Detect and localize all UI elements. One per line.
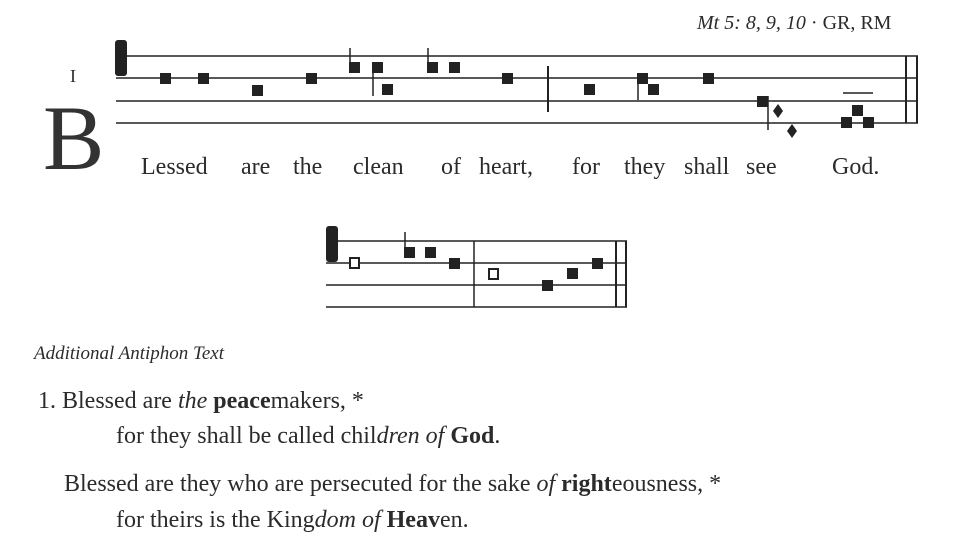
- flex-asterisk: *: [703, 471, 722, 497]
- verse-text: for theirs is the King: [116, 507, 315, 533]
- lyric-syllable: see: [746, 154, 777, 180]
- verse-text-accent: peace: [213, 388, 271, 414]
- hollow-punctum: [350, 258, 359, 268]
- verse-text: eousness,: [611, 471, 704, 497]
- lyric-syllable: of: [441, 154, 461, 180]
- verse-1-line-2: [116, 423, 500, 450]
- verse-text-accent: Heav: [386, 507, 440, 533]
- verse-text: Blessed are: [62, 388, 178, 414]
- verse-text: makers,: [270, 388, 346, 414]
- verse-text: en.: [439, 507, 469, 533]
- mode-number: I: [70, 66, 76, 86]
- verse-text: .: [494, 423, 501, 449]
- do-clef: [326, 226, 338, 262]
- reference-separator: ·: [805, 12, 823, 34]
- lyric-syllable: heart,: [479, 154, 533, 180]
- verse-number: 1.: [38, 388, 56, 414]
- verse-text-italic: dom of: [314, 507, 381, 533]
- verse-text-accent: God: [450, 423, 495, 449]
- lyric-syllable: are: [241, 154, 271, 180]
- flex-asterisk: *: [345, 388, 364, 414]
- lyric-syllable: Lessed: [141, 154, 208, 180]
- punctum: [567, 268, 578, 279]
- verse-2-line-1: [64, 471, 721, 498]
- verse-1-line-1: [38, 388, 364, 415]
- verse-text-accent: right: [561, 471, 612, 497]
- verse-2-line-2: [116, 507, 469, 534]
- lyric-syllable: the: [293, 154, 323, 180]
- hollow-punctum: [489, 269, 498, 279]
- lyric-syllable: they: [624, 154, 666, 180]
- lyric-syllable: clean: [353, 154, 404, 180]
- verse-text-italic: dren of: [376, 423, 445, 449]
- verse-text: for they shall be called chil: [116, 423, 377, 449]
- verse-text-italic: the: [177, 388, 208, 414]
- lyric-syllable: God.: [832, 154, 880, 180]
- verse-text-italic: of: [536, 471, 556, 497]
- reference-sources: GR, RM: [822, 12, 892, 34]
- punctum: [542, 280, 553, 291]
- reference-verses: Mt 5: 8, 9, 10: [697, 12, 806, 34]
- additional-text-heading: Additional Antiphon Text: [34, 343, 225, 364]
- verse-text: Blessed are they who are persecuted for the sake: [64, 471, 537, 497]
- lyric-syllable: for: [572, 154, 600, 180]
- punctum: [449, 258, 460, 269]
- punctum: [592, 258, 603, 269]
- initial-letter: B: [43, 87, 105, 189]
- lyric-syllable: shall: [684, 154, 730, 180]
- punctum: [425, 247, 436, 258]
- virga: [404, 247, 415, 258]
